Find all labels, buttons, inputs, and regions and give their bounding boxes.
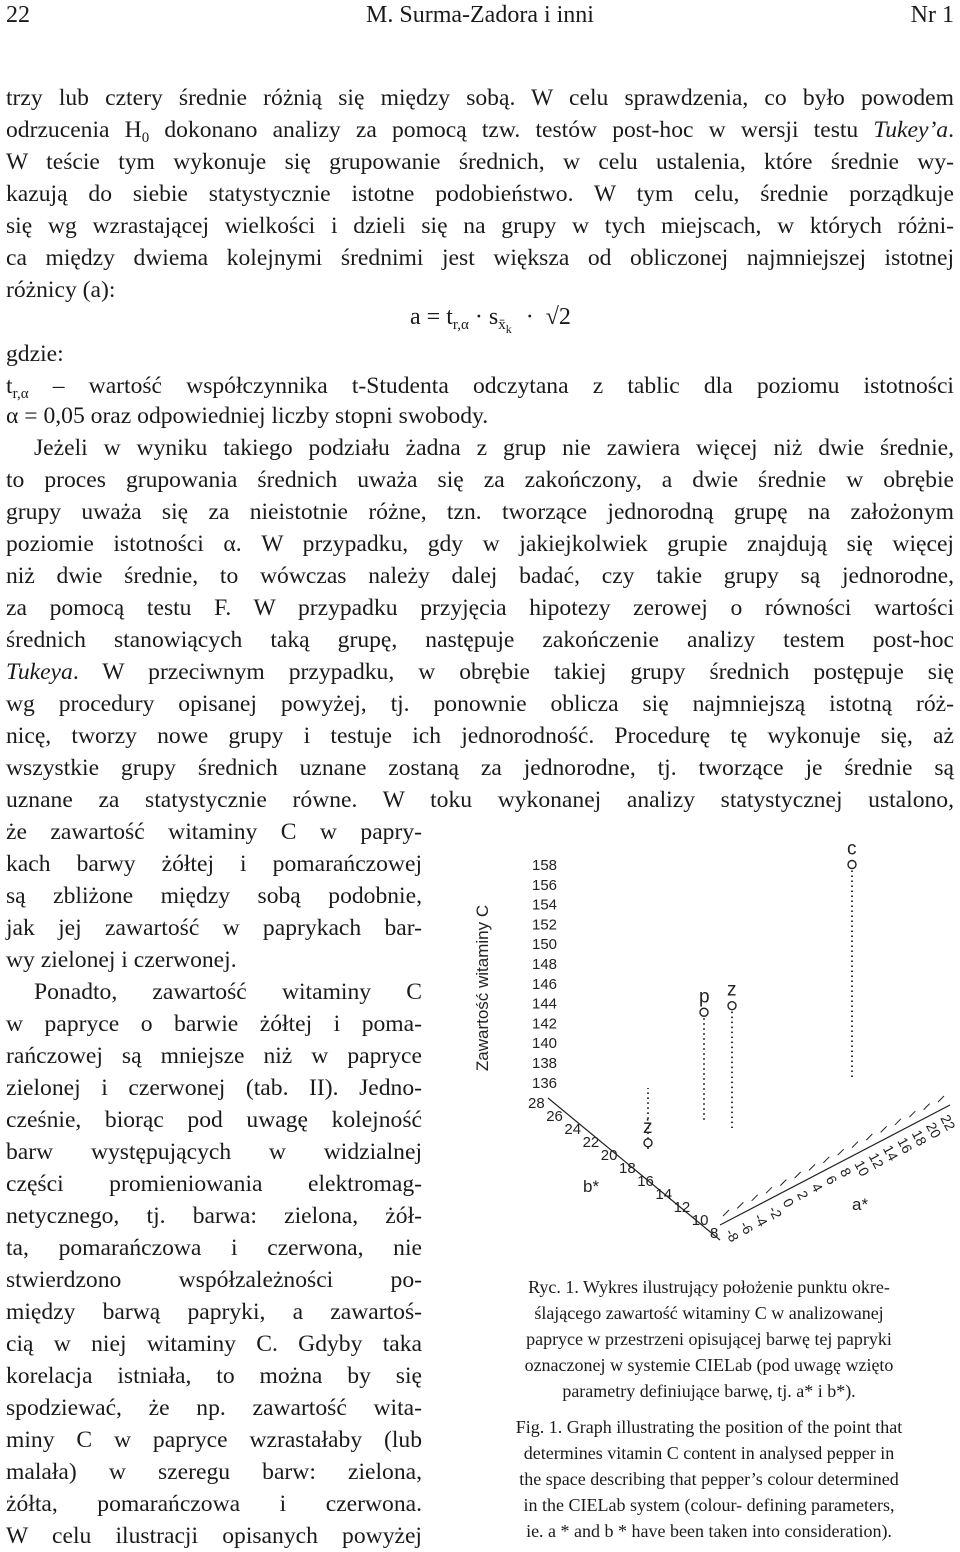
body-line: średnich stanowiących taką grupę, następuje zakończenie analizy testem post-hoc — [6, 627, 954, 653]
a-tick-label: 10 — [851, 1157, 873, 1179]
definition-line: $t_{r,\alpha}$ – wartość współczynnika t-Studenta odczytana z tablic dla poziomu istotności — [6, 373, 954, 402]
a-tick-mark — [924, 1104, 930, 1110]
y-tick-label: 140 — [532, 1035, 558, 1053]
body-line: poziomie istotności α. W przypadku, gdy w jakiejkolwiek grupie znajdują się więcej — [6, 531, 954, 557]
body-line: ca między dwiema kolejnymi średnimi jest większa od obliczonej najmniejszej istotnej — [6, 245, 954, 271]
column-line: barw występujących w widzialnej — [6, 1139, 422, 1165]
a-axis-line — [720, 1105, 950, 1225]
column-line: Ponadto, zawartość witaminy C — [34, 979, 422, 1005]
a-tick-mark — [938, 1096, 944, 1102]
body-line: Jeżeli w wyniku takiego podziału żadna z grup nie zawiera więcej niż dwie średnie, — [34, 435, 954, 461]
a-tick-label: -6 — [736, 1218, 757, 1237]
column-line: W celu ilustracji opisanych powyżej — [6, 1523, 422, 1549]
running-header-authors: M. Surma-Zadora i inni — [366, 2, 594, 28]
caption-pl-line: oznaczonej w systemie CIELab (pod uwagę wzięto — [524, 1355, 894, 1375]
b-tick-label: 12 — [673, 1199, 691, 1216]
a-tick-label: -4 — [751, 1210, 771, 1230]
a-tick-mark — [780, 1180, 786, 1186]
y-axis-label: Zawartość witaminy C — [473, 904, 492, 1072]
a-tick-mark — [895, 1119, 901, 1125]
b-tick-label: 22 — [582, 1134, 600, 1151]
a-tick-label: 4 — [808, 1180, 827, 1195]
vitamin-c-cielab-chart — [440, 820, 960, 1260]
column-line: rańczowej są mniejsze niż w papryce — [6, 1043, 422, 1069]
body-line: wszystkie grupy średnich uznane zostaną za jednorodne, tj. tworzące je średnie są — [6, 755, 954, 781]
column-line: żółta, pomarańczowa i czerwona. — [6, 1491, 422, 1517]
body-line: nicę, tworzy nowe grupy i testuje ich jednorodność. Procedurę tę wykonuje się, aż — [6, 723, 954, 749]
column-line: między barwą papryki, a zawartoś- — [6, 1299, 422, 1325]
definition-line: α = 0,05 oraz odpowiedniej liczby stopni swobody. — [6, 403, 489, 429]
b-tick-label: 16 — [637, 1173, 654, 1190]
b-tick-label: 18 — [619, 1160, 636, 1177]
column-line: cią w niej witaminy C. Gdyby taka — [6, 1331, 422, 1357]
y-tick-label: 152 — [532, 916, 558, 934]
a-tick-mark — [795, 1172, 801, 1178]
column-line: zielonej i czerwonej (tab. II). Jedno- — [6, 1075, 422, 1101]
y-tick-label: 136 — [532, 1074, 558, 1092]
a-tick-label: 8 — [837, 1165, 855, 1180]
y-tick-label: 142 — [532, 1015, 558, 1033]
data-point — [728, 1002, 736, 1010]
caption-pl-line: parametry definiujące barwę, tj. a* i b*). — [562, 1381, 856, 1401]
body-line: Tukeya. W przeciwnym przypadku, w obrębie takiej grupy średnich postępuje się — [6, 659, 954, 685]
body-line: grupy uważa się za nieistotnie różne, tzn. tworzące jednorodną grupę na założonym — [6, 499, 954, 525]
a-tick-label: 22 — [937, 1111, 959, 1134]
b-tick-label: 26 — [546, 1108, 563, 1125]
a-tick-mark — [737, 1202, 743, 1208]
body-line: za pomocą testu F. W przypadku przyjęcia hipotezy zerowej o równości wartości — [6, 595, 954, 621]
a-tick-mark — [909, 1111, 915, 1117]
column-line: miny C w papryce wzrastałaby (lub — [6, 1427, 422, 1453]
y-tick-label: 148 — [532, 956, 558, 973]
a-tick-label: 6 — [822, 1172, 841, 1188]
body-line: uznane za statystycznie równe. W toku wykonanej analizy statystycznej ustalono, — [6, 787, 954, 813]
a-tick-mark — [766, 1187, 772, 1193]
a-tick-mark — [866, 1134, 872, 1140]
column-line: ta, pomarańczowa i czerwona, nie — [6, 1235, 422, 1261]
gdzie-label: gdzie: — [6, 341, 64, 367]
formula: $a = t_{r,\alpha} \cdot s_{x̄_k} \cdot √2$ — [410, 304, 571, 336]
body-line: się wg wzrastającej wielkości i dzieli się na grupy w tych miejscach, w których różni- — [6, 213, 954, 239]
a-tick-mark — [852, 1142, 858, 1148]
a-tick-label: 14 — [880, 1142, 902, 1164]
body-line: różnicy (a): — [6, 277, 116, 303]
b-tick-label: 20 — [600, 1147, 618, 1164]
caption-en-line: ie. a * and b * have been taken into consideration). — [526, 1521, 892, 1541]
y-tick-label: 154 — [532, 896, 558, 914]
y-tick-label: 144 — [532, 995, 558, 1013]
column-line: malała) w szeregu barw: zielona, — [6, 1459, 422, 1485]
b-axis-label: b* — [583, 1177, 600, 1196]
a-tick-label: 18 — [908, 1127, 931, 1149]
y-tick-label: 138 — [532, 1055, 558, 1072]
b-tick-label: 28 — [528, 1095, 545, 1112]
column-line: w papryce o barwie żółtej i poma- — [6, 1011, 422, 1037]
column-line: że zawartość witaminy C w papry- — [6, 819, 422, 845]
point-label: p — [699, 986, 710, 1008]
data-point — [700, 1008, 708, 1016]
a-tick-label: 2 — [794, 1187, 812, 1203]
column-line: stwierdzono współzależności po- — [6, 1267, 422, 1293]
a-tick-label: -2 — [765, 1203, 786, 1222]
column-line: netycznego, tj. barwa: zielona, żół- — [6, 1203, 422, 1229]
b-tick-label: 14 — [655, 1186, 673, 1203]
body-line: odrzucenia $H_0$ dokonano analizy za pomocą tzw. testów post-hoc w wersji testu Tukey’a. — [6, 117, 954, 146]
issue-number: Nr 1 — [910, 2, 954, 28]
column-line: jak jej zawartość w paprykach bar- — [6, 915, 422, 941]
y-tick-label: 158 — [532, 857, 558, 874]
a-tick-label: 0 — [779, 1195, 798, 1210]
page-number: 22 — [6, 2, 30, 28]
caption-en-line: Fig. 1. Graph illustrating the position of the point that — [515, 1417, 903, 1437]
caption-pl-line: papryce w przestrzeni opisującej barwę tej papryki — [526, 1329, 892, 1349]
data-point — [848, 861, 856, 869]
body-line: to proces grupowania średnich uważa się za zakończony, a dwie średnie w obrębie — [6, 467, 954, 493]
body-line: kazują do siebie statystycznie istotne podobieństwo. W tym celu, średnie porządkuje — [6, 181, 954, 207]
a-tick-label: 12 — [865, 1149, 888, 1172]
body-line: W teście tym wykonuje się grupowanie średnich, w celu ustalenia, które średnie wy- — [6, 149, 954, 175]
point-label: ż — [643, 1116, 653, 1138]
caption-pl-line: ślającego zawartość witaminy C w analizowanej — [534, 1303, 884, 1323]
body-line: wg procedury opisanej powyżej, tj. ponownie oblicza się najmniejszą istotną róż- — [6, 691, 954, 717]
a-tick-mark — [881, 1126, 887, 1132]
b-tick-label: 8 — [710, 1225, 719, 1242]
a-tick-mark — [723, 1210, 729, 1216]
y-tick-label: 146 — [532, 975, 558, 993]
caption-en-line: the space describing that pepper’s colour determined — [519, 1469, 899, 1489]
column-line: korelacja istniała, to można by się — [6, 1363, 422, 1389]
body-line: niż dwie średnie, to wówczas należy dalej badać, czy takie grupy są jednorodne, — [6, 563, 954, 589]
column-line: części promieniowania elektromag- — [6, 1171, 422, 1197]
a-tick-mark — [838, 1149, 844, 1155]
y-tick-label: 150 — [532, 936, 558, 954]
caption-pl-line: Ryc. 1. Wykres ilustrujący położenie punktu okre- — [528, 1277, 890, 1297]
caption-en-line: in the CIELab system (colour- defining parameters, — [523, 1495, 895, 1515]
a-tick-label: 20 — [923, 1119, 945, 1141]
a-tick-mark — [823, 1157, 829, 1163]
a-tick-mark — [809, 1164, 815, 1170]
y-tick-label: 156 — [532, 876, 558, 894]
a-tick-label: -8 — [722, 1225, 743, 1245]
body-line: trzy lub cztery średnie różnią się między sobą. W celu sprawdzenia, co było powodem — [6, 85, 954, 111]
a-tick-mark — [752, 1195, 758, 1201]
b-tick-label: 24 — [564, 1121, 582, 1138]
column-line: cześnie, biorąc pod uwagę kolejność — [6, 1107, 422, 1133]
column-line: kach barwy żółtej i pomarańczowej — [6, 851, 422, 877]
column-line: wy zielonej i czerwonej. — [6, 947, 237, 973]
b-tick-label: 10 — [691, 1212, 709, 1229]
a-axis-label: a* — [852, 1195, 869, 1214]
column-line: spodziewać, że np. zawartość wita- — [6, 1395, 422, 1421]
column-line: są zbliżone między sobą podobnie, — [6, 883, 422, 909]
point-label: z — [727, 979, 737, 1001]
data-point — [644, 1139, 652, 1147]
point-label: c — [847, 838, 857, 860]
a-tick-label: 16 — [894, 1134, 916, 1156]
caption-en-line: determines vitamin C content in analysed pepper in — [523, 1443, 895, 1463]
